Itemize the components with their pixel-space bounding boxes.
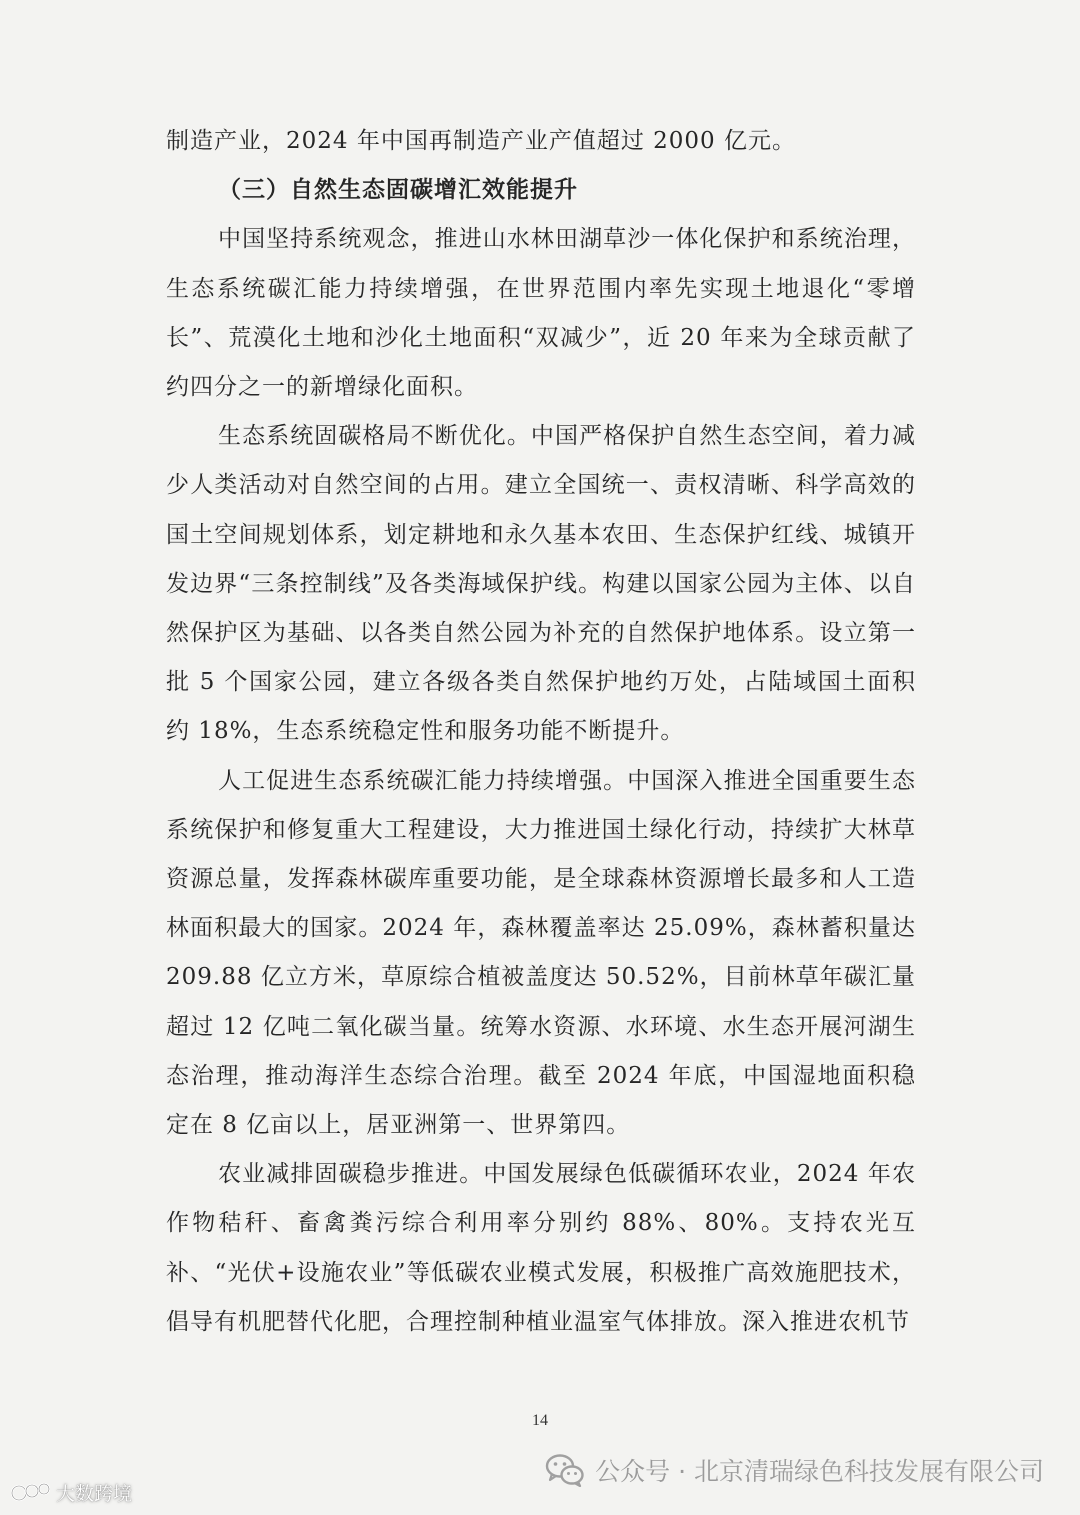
brand-label: 大数跨境 — [56, 1483, 133, 1505]
paragraph-carbon-pattern: 生态系统固碳格局不断优化。中国严格保护自然生态空间，着力减少人类活动对自然空间的占用。建立全国统一、责权清晰、科学高效的国土空间规划体系，划定耕地和永久基本农田、生态保护红线、城镇开发边界“三条控制线”及各类海域保护线。构建以国家公园为主体、以自然保护区为基础、以各类自然公园为补充的自然保护地体系。设立第一批 5 个国家公园，建立各级各类自然保护地约万处，占陆域国土面积约 18%，生态系统稳定性和服务功能不断提升。 — [166, 423, 916, 745]
page-number: 14 — [532, 1412, 548, 1429]
body-text — [166, 117, 916, 1347]
brand-logo-icon — [10, 1480, 52, 1506]
wechat-account-label: 公众号 · 北京清瑞绿色科技发展有限公司 — [595, 1457, 1044, 1486]
wechat-watermark — [545, 1452, 1044, 1488]
brand-watermark — [10, 1479, 132, 1506]
section-heading: （三）自然生态固碳增汇效能提升 — [218, 177, 578, 204]
paragraph-carbon-sink: 人工促进生态系统碳汇能力持续增强。中国深入推进全国重要生态系统保护和修复重大工程建设，大力推进国土绿化行动，持续扩大林草资源总量，发挥森林碳库重要功能，是全球森林资源增长最多和人工造林面积最大的国家。2024 年，森林覆盖率达 25.09%，森林蓄积量达 209.88 亿立方米，草原综合植被盖度达 50.52%，目前林草年碳汇量超过 12 亿吨二氧化碳当量。统筹水资源、水环境、水生态开展河湖生态治理，推动海洋生态综合治理。截至 2024 年底，中国湿地面积稳定在 8 亿亩以上，居亚洲第一、世界第四。 — [166, 767, 916, 1139]
paragraph-agriculture: 农业减排固碳稳步推进。中国发展绿色低碳循环农业，2024 年农作物秸秆、畜禽粪污综合利用率分别约 88%、80%。支持农光互补、“光伏+设施农业”等低碳农业模式发展，积极推广高效施肥技术，倡导有机肥替代化肥，合理控制种植业温室气体排放。深入推进农机节 — [166, 1161, 916, 1335]
wechat-icon — [545, 1453, 585, 1487]
paragraph-continuation: 制造产业，2024 年中国再制造产业产值超过 2000 亿元。 — [166, 128, 796, 154]
paragraph-ecosystem-overview: 中国坚持系统观念，推进山水林田湖草沙一体化保护和系统治理，生态系统碳汇能力持续增强，在世界范围内率先实现土地退化“零增长”、荒漠化土地和沙化土地面积“双减少”，近 20 年来为全球贡献了约四分之一的新增绿化面积。 — [166, 226, 916, 401]
